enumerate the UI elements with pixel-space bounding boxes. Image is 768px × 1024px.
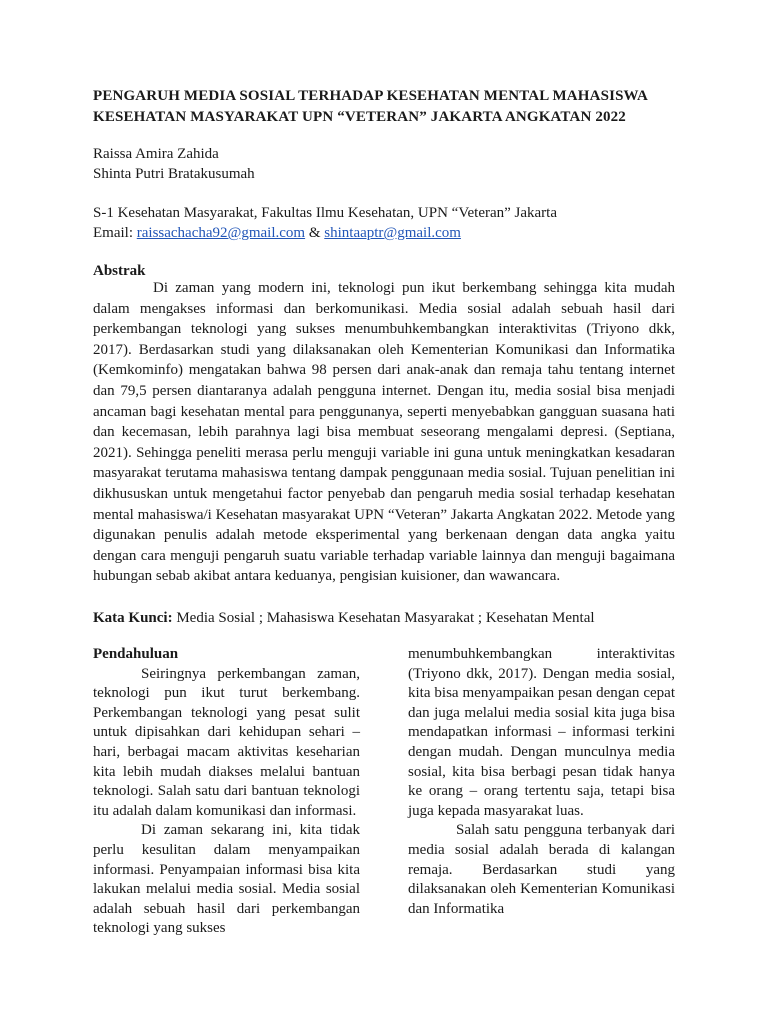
affiliation-block: [93, 203, 557, 243]
author-list: [93, 144, 255, 184]
body-paragraph: menumbuhkembangkan interaktivitas (Triyono dkk, 2017). Dengan media sosial, kita bisa menyampaikan pesan dengan cepat dan juga melalui media sosial kita juga bisa mendapatkan informasi – informasi terkini dengan mudah. Dengan munculnya media sosial, kita bisa berbagi pesan tidak hanya ke orang – orang tertentu saja, tetapi bisa juga kepada masyarakat luas.: [408, 646, 675, 819]
keywords-text: Media Sosial ; Mahasiswa Kesehatan Masyarakat ; Kesehatan Mental: [176, 610, 595, 626]
section-heading-pendahuluan: Pendahuluan: [93, 646, 179, 662]
author-name: Raissa Amira Zahida: [93, 146, 219, 162]
right-column: [408, 645, 675, 919]
email-link-second[interactable]: shintaaptr@gmail.com: [324, 225, 461, 241]
email-separator: &: [308, 225, 321, 241]
abstract-heading: Abstrak: [93, 263, 146, 279]
email-link-first[interactable]: raissachacha92@gmail.com: [136, 225, 306, 241]
author-name: Shinta Putri Bratakusumah: [93, 166, 255, 182]
paper-title-line-1: PENGARUH MEDIA SOSIAL TERHADAP KESEHATAN MENTAL MAHASISWA: [93, 88, 649, 104]
abstract-text: Di zaman yang modern ini, teknologi pun ikut berkembang sehingga kita mudah dalam mengakses informasi dan berkomunikasi. Media sosial adalah sebuah hasil dari perkembangan teknologi yang sukses menumbuhkembangkan interaktivitas (Triyono dkk, 2017). Berdasarkan studi yang dilaksanakan oleh Kementerian Komunikasi dan Informatika (Kemkominfo) mengatakan bahwa 98 persen dari anak-anak dan remaja tahu tentang internet dan 79,5 persen diantaranya adalah pengguna internet. Dengan itu, media sosial bisa menjadi ancaman bagi kesehatan mental para penggunanya, seperti menyebabkan gangguan suasana hati dan kecemasan, lebih parahnya lagi bisa membuat seseorang mengalami depresi. (Septiana, 2021). Sehingga peneliti merasa perlu menguji variable ini guna untuk meningkatkan kesadaran masyarakat terutama mahasiswa tentang dampak penggunaan media sosial. Tujuan penelitian ini dikhususkan untuk mengetahui factor penyebab dan pengaruh media sosial terhadap kesehatan mental mahasiswa/i Kesehatan masyarakat UPN “Veteran” Jakarta Angkatan 2022. Metode yang digunakan penulis adalah metode eksperimental yang berkenaan dengan data angka yaitu dengan cara menguji pengaruh suatu variable terhadap variable lainnya dan menguji bagaimana hubungan sebab akibat antara keduanya, pengisian kuisioner, dan wawancara.: [93, 280, 675, 585]
email-line: [93, 223, 557, 243]
email-label: Email:: [93, 225, 133, 241]
paper-title-line-2: KESEHATAN MASYARAKAT UPN “VETERAN” JAKARTA ANGKATAN 2022: [93, 109, 626, 125]
keywords-label: Kata Kunci:: [93, 610, 173, 626]
body-paragraph: Salah satu pengguna terbanyak dari media sosial adalah berada di kalangan remaja. Berdasarkan studi yang dilaksanakan oleh Kementerian Komunikasi dan Informatika: [408, 822, 675, 917]
body-paragraph: Seiringnya perkembangan zaman, teknologi pun ikut turut berkembang. Perkembangan teknologi yang pesat sulit untuk dipisahkan dari kehidupan sehari – hari, berbagai macam aktivitas keseharian kita lebih mudah diakses melalui bantuan teknologi. Salah satu dari bantuan teknologi itu adalah dalam komunikasi dan informasi.: [93, 665, 360, 819]
left-column: [93, 645, 360, 939]
body-paragraph: Di zaman sekarang ini, kita tidak perlu kesulitan dalam menyampaikan informasi. Penyampaian informasi bisa kita lakukan melalui media sosial. Media sosial adalah sebuah hasil dari perkembangan teknologi yang sukses: [93, 822, 360, 937]
paper-title: [93, 86, 693, 128]
keywords-line: [93, 608, 595, 628]
affiliation: S-1 Kesehatan Masyarakat, Fakultas Ilmu Kesehatan, UPN “Veteran” Jakarta: [93, 205, 558, 221]
